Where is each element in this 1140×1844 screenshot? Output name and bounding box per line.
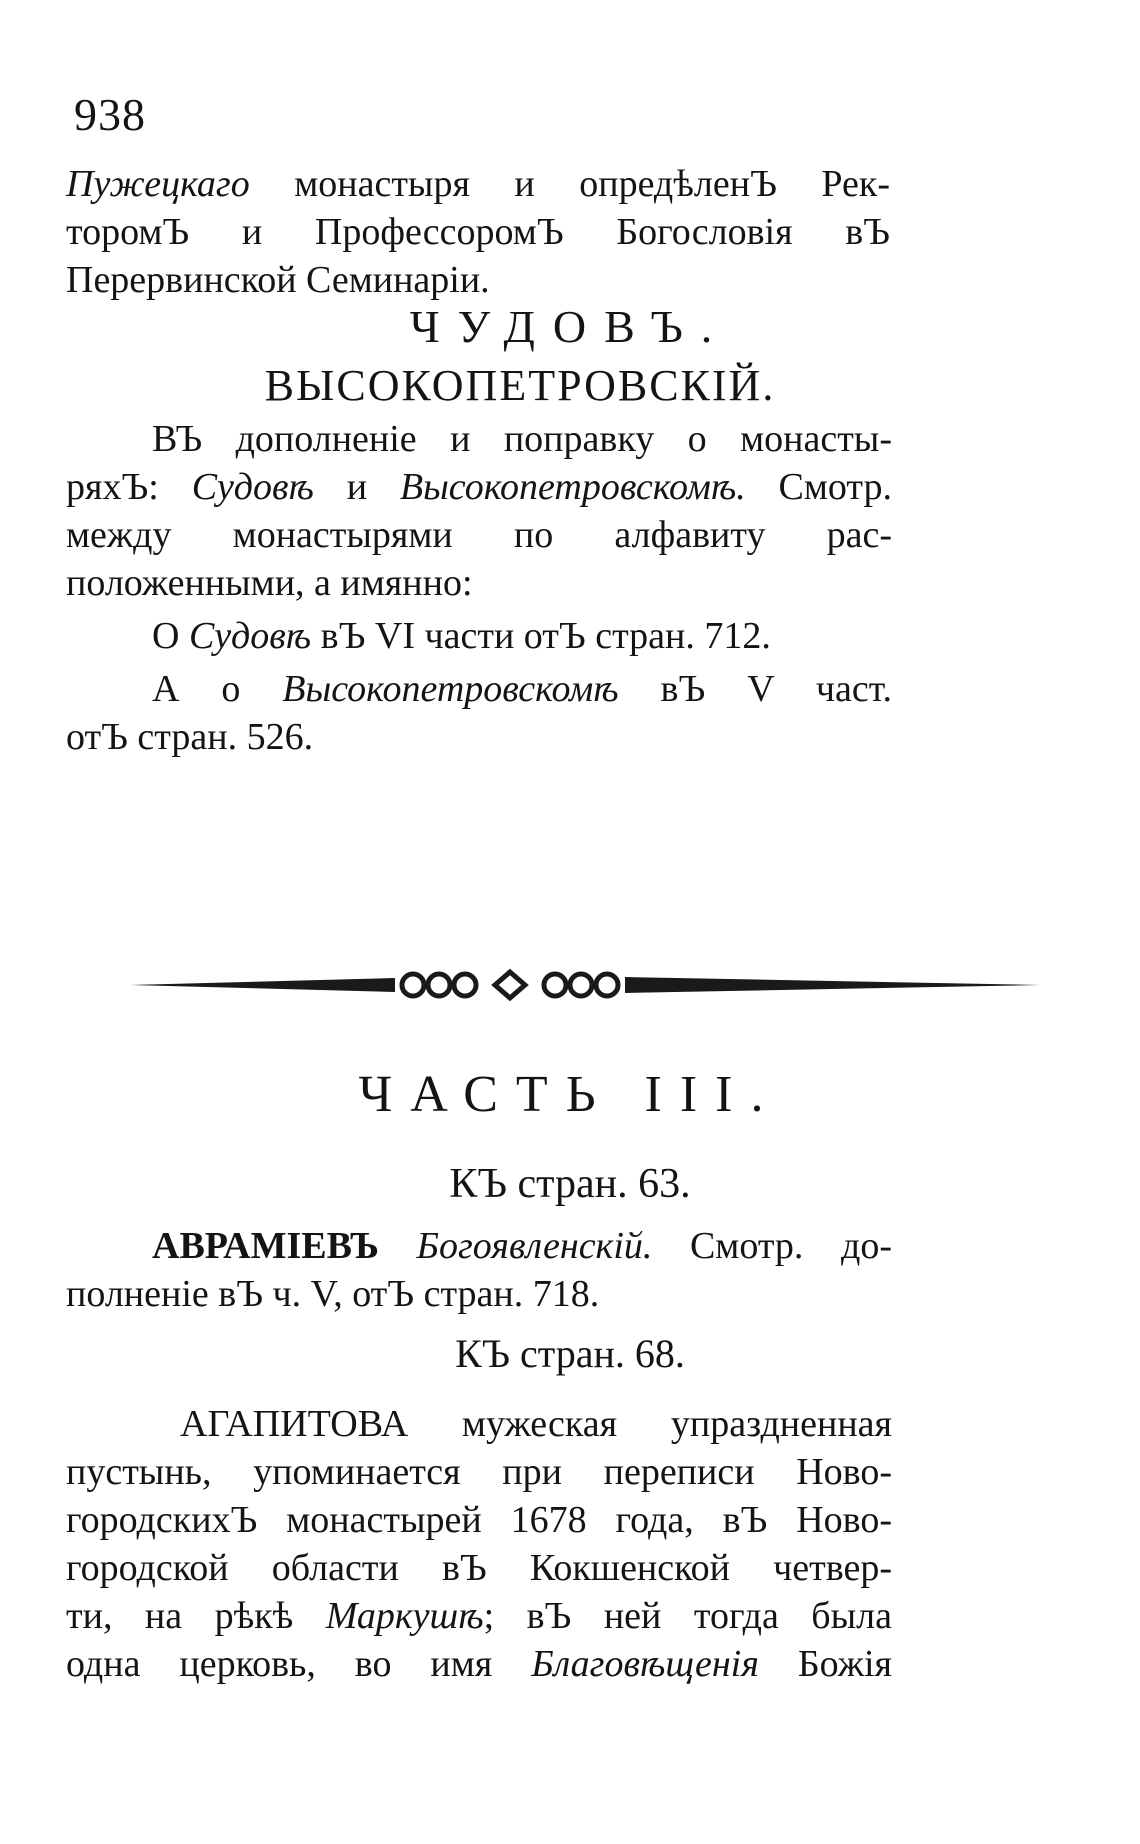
- part-ref-1: КЪ стран. 63.: [449, 1161, 691, 1207]
- entry1-line-2: полненіе вЪ ч. V, отЪ стран. 718.: [66, 1273, 600, 1315]
- chudov-subtitle: ВЫСОКОПЕТРОВСКІЙ.: [264, 361, 776, 410]
- chudov-ref-1: [152, 612, 892, 660]
- page-number: 938: [74, 89, 146, 140]
- chudov-para-line-4: положенными, а имянно:: [66, 562, 473, 604]
- chudov-ref-1-b: вЪ VI части отЪ стран. 712.: [311, 615, 771, 657]
- chudov-ref-2-line-2: отЪ стран. 526.: [66, 716, 314, 758]
- entry2-river-italic: Маркушѣ: [325, 1595, 484, 1637]
- entry1-headword: АВРАМІЕВЪ: [152, 1225, 379, 1267]
- entry2-line-3: городскихЪ монастырей 1678 года, вЪ Ново-: [66, 1499, 892, 1541]
- chudov-ref-2-a: А о: [152, 668, 283, 710]
- chudov-title: ЧУДОВЪ.: [409, 301, 731, 352]
- intro-italic-word: Пужецкаго: [66, 163, 250, 205]
- divider-ornament: [402, 972, 618, 998]
- part-ref-2: КЪ стран. 68.: [455, 1331, 685, 1376]
- chudov-para-line-2-b: и: [313, 466, 400, 508]
- intro-line-1-text: монастыря и опредѣленЪ Рек-: [249, 163, 890, 205]
- part-title: ЧАСТЬ III.: [358, 1066, 782, 1123]
- chudov-ref-1-italic: Судовѣ: [188, 615, 312, 657]
- intro-line-3: Перервинской Семинаріи.: [66, 259, 490, 301]
- intro-line-2: торомЪ и ПрофессоромЪ Богословія вЪ: [66, 211, 890, 253]
- entry2-line-6: [66, 1640, 892, 1688]
- entry2-line-6-b: Божія: [758, 1643, 892, 1685]
- entry1-italic: Богоявленскій.: [378, 1225, 653, 1267]
- chudov-para-line-1: ВЪ дополненіе и поправку о монасты-: [152, 418, 892, 460]
- entry1-line-1: [152, 1222, 892, 1270]
- entry2-line-4: городской области вЪ Кокшенской четвер-: [66, 1547, 892, 1589]
- entry1-line-1-rest: Смотр. до-: [652, 1225, 892, 1267]
- divider-left-bar: [130, 978, 395, 992]
- chudov-ref-2-italic: Высокопетровскомѣ: [282, 668, 619, 710]
- entry2-feast-italic: Благовѣщенія: [531, 1643, 759, 1685]
- chudov-para-line-2-c: Смотр.: [745, 466, 892, 508]
- entry2-line-5-b: ; вЪ ней тогда была: [483, 1595, 893, 1637]
- intro-line-1: [66, 160, 890, 208]
- ornamental-divider: [130, 950, 1040, 1020]
- chudov-para-line-3: между монастырями по алфавиту рас-: [66, 514, 892, 556]
- chudov-para-line-2: [66, 463, 892, 511]
- chudov-para-line-2-a: ряхЪ:: [66, 466, 192, 508]
- divider-right-bar: [625, 977, 1040, 993]
- entry2-line-1: АГАПИТОВА мужеская упраздненная: [180, 1403, 892, 1445]
- chudov-name-italic: Судовѣ: [191, 466, 314, 508]
- chudov-ref-1-a: О: [152, 615, 189, 657]
- chudov-ref-2: [152, 665, 892, 713]
- vysokopetrovsky-name-italic: Высокопетровскомѣ.: [399, 466, 746, 508]
- entry2-line-6-a: одна церковь, во имя: [66, 1643, 532, 1685]
- entry2-line-5-a: ти, на рѣкѣ: [66, 1595, 326, 1637]
- entry2-line-5: [66, 1592, 892, 1640]
- entry2-line-2: пустынь, упоминается при переписи Ново-: [66, 1451, 892, 1493]
- chudov-ref-2-b: вЪ V част.: [618, 668, 892, 710]
